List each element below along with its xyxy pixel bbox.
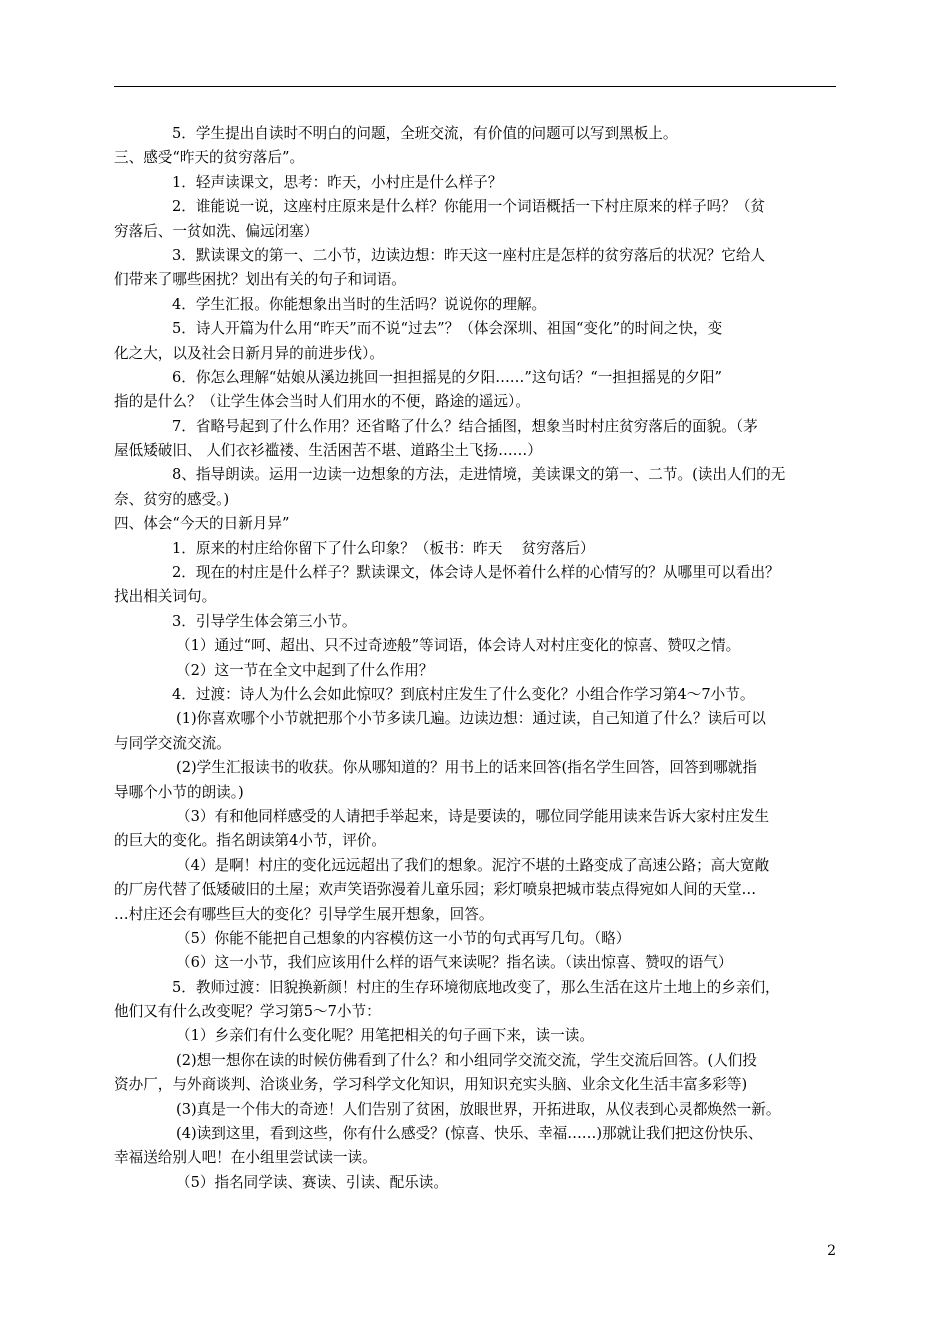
text-line: （6）这一小节，我们应该用什么样的语气来读呢？指名读。（读出惊喜、赞叹的语气） (176, 954, 733, 972)
document-body (114, 122, 836, 1195)
text-line: (4)读到这里，看到这些，你有什么感受？(惊喜、快乐、幸福……)那就让我们把这份快乐、 (176, 1125, 763, 1143)
text-line: 5．诗人开篇为什么用“昨天”而不说“过去”？（体会深圳、祖国“变化”的时间之快，变 (172, 320, 723, 338)
text-line: 资办厂，与外商谈判、洽谈业务，学习科学文化知识，用知识充实头脑、业余文化生活丰富多彩等) (114, 1076, 748, 1094)
text-line: 3．默读课文的第一、二小节，边读边想：昨天这一座村庄是怎样的贫穷落后的状况？它给人 (172, 246, 766, 264)
text-line: (3)真是一个伟大的奇迹！人们告别了贫困，放眼世界，开拓进取，从仪表到心灵都焕然一新。 (176, 1100, 781, 1118)
text-line: （1）乡亲们有什么变化呢？用笔把相关的句子画下来，读一读。 (176, 1027, 594, 1045)
text-line: 7．省略号起到了什么作用？还省略了什么？结合插图，想象当时村庄贫穷落后的面貌。（茅 (172, 417, 758, 435)
text-line: 4．学生汇报。你能想象出当时的生活吗？说说你的理解。 (172, 295, 547, 313)
text-line: （4）是啊！村庄的变化远远超出了我们的想象。泥泞不堪的土路变成了高速公路；高大宽敞 (176, 856, 770, 874)
text-line: 1．轻声读课文，思考：昨天，小村庄是什么样子？ (172, 173, 503, 191)
text-line: 2．谁能说一说，这座村庄原来是什么样？你能用一个词语概括一下村庄原来的样子吗？（贫 (172, 198, 766, 216)
text-line: 们带来了哪些困扰？划出有关的句子和词语。 (114, 271, 406, 289)
header-rule (114, 86, 836, 87)
text-line: （5）你能不能把自己想象的内容模仿这一小节的句式再写几句。（略） (176, 929, 631, 947)
text-line: 8、指导朗读。运用一边读一边想象的方法，走进情境，美读课文的第一、二节。(读出人们的无 (172, 466, 786, 484)
text-line: 2．现在的村庄是什么样子？默读课文，体会诗人是怀着什么样的心情写的？从哪里可以看出？ (172, 564, 780, 582)
text-line: 四、体会“今天的日新月异” (114, 515, 290, 533)
text-line: …村庄还会有哪些巨大的变化？引导学生展开想象，回答。 (114, 905, 494, 923)
text-line: 他们又有什么改变呢？学习第5～7小节： (114, 1003, 381, 1021)
text-line: 幸福送给别人吧！在小组里尝试读一读。 (114, 1149, 377, 1167)
text-line: 导哪个小节的朗读。) (114, 783, 244, 801)
text-line: 找出相关词句。 (114, 588, 217, 606)
text-line: 化之大，以及社会日新月异的前进步伐）。 (114, 344, 384, 362)
text-line: 与同学交流交流。 (114, 734, 231, 752)
text-line: （3）有和他同样感受的人请把手举起来，诗是要读的，哪位同学能用读来告诉大家村庄发生 (176, 807, 770, 825)
text-line: 穷落后、一贫如洗、偏远闭塞） (114, 222, 319, 240)
text-line: 指的是什么？（让学生体会当时人们用水的不便，路途的遥远）。 (114, 393, 530, 411)
text-line: 3．引导学生体会第三小节。 (172, 612, 357, 630)
text-line: 的厂房代替了低矮破旧的土屋；欢声笑语弥漫着儿童乐园；彩灯喷泉把城市装点得宛如人间的天堂… (114, 881, 757, 899)
text-line: 三、感受“昨天的贫穷落后”。 (114, 149, 305, 167)
text-line: (2)想一想你在读的时候仿佛看到了什么？和小组同学交流交流，学生交流后回答。(人们投 (176, 1051, 757, 1069)
text-line: （1）通过“呵、超出、只不过奇迹般”等词语，体会诗人对村庄变化的惊喜、赞叹之情。 (176, 637, 741, 655)
text-line: 奈、贫穷的感受。) (114, 490, 230, 508)
page-number: 2 (827, 1243, 836, 1259)
text-line: 4．过渡：诗人为什么会如此惊叹？到底村庄发生了什么变化？小组合作学习第4～7小节。 (172, 685, 755, 703)
text-line: 的巨大的变化。指名朗读第4小节，评价。 (114, 832, 386, 850)
text-line: 5．学生提出自读时不明白的问题，全班交流，有价值的问题可以写到黑板上。 (172, 125, 678, 142)
text-line: 5．教师过渡：旧貌换新颜！村庄的生存环境彻底地改变了，那么生活在这片土地上的乡亲们， (172, 978, 780, 996)
text-line: （2）这一节在全文中起到了什么作用？ (176, 661, 434, 679)
text-line: 6．你怎么理解“姑娘从溪边挑回一担担摇晃的夕阳……”这句话？“一担担摇晃的夕阳” (172, 368, 722, 386)
text-line: 1．原来的村庄给你留下了什么印象？（板书：昨天 贫穷落后） (172, 539, 595, 557)
text-line: （5）指名同学读、赛读、引读、配乐读。 (176, 1173, 448, 1191)
text-line: 屋低矮破旧、 人们衣衫褴褛、生活困苦不堪、道路尘土飞扬……） (114, 442, 542, 460)
text-line: (2)学生汇报读书的收获。你从哪知道的？用书上的话来回答(指名学生回答，回答到哪就指 (176, 759, 757, 777)
text-line: (1)你喜欢哪个小节就把那个小节多读几遍。边读边想：通过读，自己知道了什么？读后可以 (176, 710, 766, 728)
